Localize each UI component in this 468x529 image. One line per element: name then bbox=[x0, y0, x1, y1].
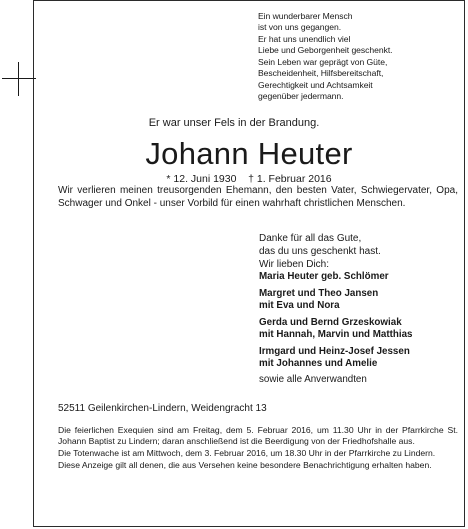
thanks-line: das du uns geschenkt hast. bbox=[259, 245, 381, 257]
note-wake: Die Totenwache ist am Mittwoch, dem 3. Februar 2016, um 18.30 Uhr in der Pfarrkirche zu Lindern. bbox=[58, 448, 436, 459]
family-member: Gerda und Bernd Grzeskowiak bbox=[259, 316, 402, 328]
family-member: mit Eva und Nora bbox=[259, 300, 340, 312]
cross-icon-horizontal bbox=[2, 78, 36, 79]
note-disclaimer: Diese Anzeige gilt all denen, die aus Versehen keine besondere Benachrichtigung erhalten haben. bbox=[58, 460, 432, 471]
family-group bbox=[259, 288, 464, 313]
poem bbox=[258, 11, 458, 103]
family-group bbox=[259, 271, 464, 283]
family-member: Irmgard und Heinz-Josef Jessen bbox=[259, 345, 410, 357]
intro-text: Wir verlieren meinen treusorgenden Ehemann, den besten Vater, Schwiegervater, Opa, Schwager und Onkel - unser Vorbild für einen wahrhaft christlichen Menschen. bbox=[58, 185, 458, 209]
thanks-line: Danke für all das Gute, bbox=[259, 233, 362, 244]
family-member: Margret und Theo Jansen bbox=[259, 287, 379, 299]
poem-line: Ein wunderbarer Mensch bbox=[258, 11, 353, 21]
family-member: Maria Heuter geb. Schlömer bbox=[259, 271, 389, 282]
poem-line: Er hat uns unendlich viel bbox=[258, 33, 351, 44]
life-dates: * 12. Juni 1930 † 1. Februar 2016 bbox=[166, 173, 332, 185]
family-group bbox=[259, 317, 464, 342]
thanks bbox=[259, 233, 459, 271]
poem-line: Gerechtigkeit und Achtsamkeit bbox=[258, 79, 373, 90]
family-member: mit Johannes und Amelie bbox=[259, 358, 378, 370]
deceased-name: Johann Heuter bbox=[145, 136, 353, 171]
poem-line: ist von uns gegangen. bbox=[258, 22, 342, 33]
family-group bbox=[259, 346, 464, 371]
family-closing: sowie alle Anverwandten bbox=[259, 374, 367, 386]
family-member: mit Hannah, Marvin und Matthias bbox=[259, 329, 413, 341]
family-list bbox=[259, 271, 464, 386]
poem-line: Bescheidenheit, Hilfsbereitschaft, bbox=[258, 68, 384, 79]
poem-line: gegenüber jedermann. bbox=[258, 91, 344, 102]
poem-line: Liebe und Geborgenheit geschenkt. bbox=[258, 45, 393, 56]
address: 52511 Geilenkirchen-Lindern, Weidengracht 13 bbox=[58, 403, 267, 414]
motto: Er war unser Fels in der Brandung. bbox=[148, 117, 320, 129]
notes bbox=[58, 425, 458, 471]
thanks-line: Wir lieben Dich: bbox=[259, 258, 330, 270]
poem-line: Sein Leben war geprägt von Güte, bbox=[258, 56, 388, 67]
note-funeral: Die feierlichen Exequien sind am Freitag, dem 5. Februar 2016, um 11.30 Uhr in der Pfarrkirche St. Johann Baptist zu Lindern; daran anschließend ist die Beerdigung von der Friedhofshalle aus. bbox=[58, 425, 458, 447]
